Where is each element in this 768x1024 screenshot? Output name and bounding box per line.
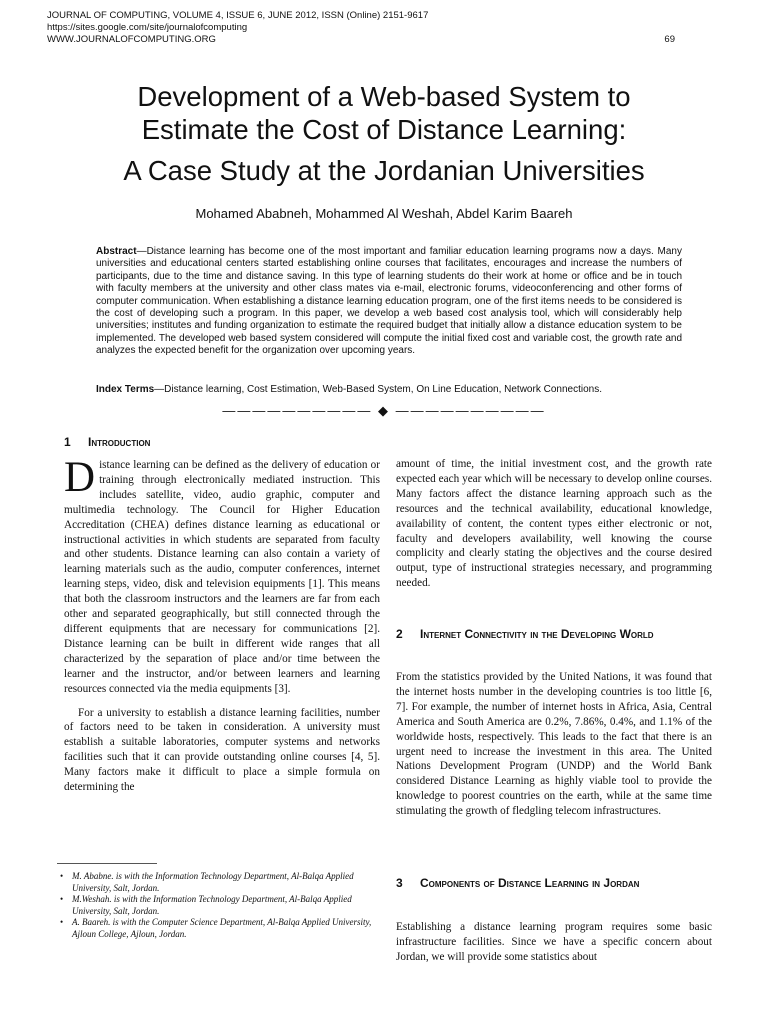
- footnote-item: [60, 871, 380, 894]
- section-2-body: [396, 670, 712, 819]
- bullet-icon: •: [60, 871, 64, 881]
- author-list: Mohamed Ababneh, Mohammed Al Weshah, Abdel Karim Baareh: [195, 206, 573, 221]
- section-divider: —————————— ◆ ——————————: [222, 403, 546, 418]
- paper-title: [0, 80, 768, 187]
- journal-url[interactable]: https://sites.google.com/site/journalofcomputing: [47, 22, 248, 33]
- section-title: Components of Distance Learning in Jordan: [420, 876, 640, 890]
- footnote-item: [60, 894, 380, 917]
- section-title: Introduction: [88, 435, 151, 449]
- left-column: [64, 454, 380, 795]
- abstract: [96, 246, 682, 358]
- journal-website[interactable]: WWW.JOURNALOFCOMPUTING.ORG: [47, 34, 216, 45]
- intro-paragraph-3: amount of time, the initial investment cost, and the growth rate expected each year which will be necessary to develop online courses. Many factors affect the distance learning approach such as the resources and the technical availability, educational knowledge, availability of content, the content types either electronic or not, faculty and developers availability, well knowing the course complicity and clearly stating the objectives and the course desired output, type of instructional strategies necessary, and programming needed.: [396, 458, 712, 590]
- author-footnotes: [60, 871, 380, 941]
- intro-paragraph-1-text: istance learning can be defined as the delivery of education or training through electronically mediated instruction. This includes satellite, video, audio graphic, computer and multimedia technology. The Council for Higher Education Accreditation (CHEA) defines distance learning as educational or instructional activities in which students are separated from faculty and other students. Distance learning can also contain a variety of learning materials such as the audio, computer conferences, internet learning steps, video, disk and television equipments [1]. This means that both the classroom instructors and the learners are far from each other and separated geographically, but still connected through the different equipments that are necessary for communications [2]. Distance learning can be built in different wide ranges that all characterized by the separation of place and/or time between the learner and the instructor, and/or between learners and learning resources connected via the media equipments [3].: [64, 459, 380, 695]
- section-number: 2: [396, 627, 403, 641]
- title-line-1: Development of a Web-based System to: [137, 81, 631, 112]
- section-heading-components: [396, 875, 712, 891]
- abstract-label: Abstract: [96, 246, 137, 257]
- section-heading-internet-connectivity: [396, 626, 712, 642]
- bullet-icon: •: [60, 917, 64, 928]
- footnote-text: M. Ababne. is with the Information Technology Department, Al-Balqa Applied University, Salt, Jordan.: [72, 871, 354, 893]
- section-number: 1: [64, 435, 71, 449]
- section-heading-introduction: [64, 434, 384, 450]
- section-title: Internet Connectivity in the Developing World: [420, 627, 654, 641]
- page-number: 69: [664, 34, 675, 45]
- section-3-body: [396, 920, 712, 965]
- section-number: 3: [396, 876, 403, 890]
- right-column-top: [396, 457, 712, 591]
- section-3-paragraph: Establishing a distance learning program requires some basic infrastructure facilities. Since we have a specific concern about Jordan, we will provide some statistics about: [396, 921, 712, 963]
- index-terms-text: —Distance learning, Cost Estimation, Web-Based System, On Line Education, Network Connections.: [154, 384, 602, 395]
- footnote-text: A. Baareh. is with the Computer Science Department, Al-Balqa Applied University, Ajloun College, Ajloun, Jordan.: [72, 917, 372, 939]
- title-line-2: Estimate the Cost of Distance Learning:: [141, 114, 627, 145]
- bullet-icon: •: [60, 894, 64, 905]
- abstract-text: —Distance learning has become one of the most important and familiar education learning programs now a days. Many universities and educational centers started establishing online courses that facilitates, encourages and increase the numbers of participants, due to the time and distance saving. In this type of learning students do their work at home or office and be in touch with faculty members at the university and other class mates via e-mail, electronic forums, videoconferencing and other forms of computer communication. When establishing a distance learning education program, one of the first items needs to be considered is the cost of developing such a program. In this paper, we develop a web based cost analysis tool, which will considerably help universities; institutes and funding organization to estimate the required budget that initially allow a distance education system to be implemented. The developed web based system considered will compute the initial fixed cost and variable cost, the growth rate and analyzes the expected benefit for the organization over upcoming years.: [96, 246, 682, 357]
- footnote-item: [60, 917, 380, 940]
- footnote-text: M.Weshah. is with the Information Technology Department, Al-Balqa Applied University, Salt, Jordan.: [72, 894, 352, 916]
- title-line-3: A Case Study at the Jordanian Universities: [123, 155, 645, 186]
- intro-paragraph-1: [64, 454, 380, 697]
- journal-citation: JOURNAL OF COMPUTING, VOLUME 4, ISSUE 6, JUNE 2012, ISSN (Online) 2151-9617: [47, 10, 429, 21]
- index-terms: [96, 384, 682, 395]
- index-terms-label: Index Terms: [96, 384, 155, 395]
- journal-header: [47, 10, 687, 46]
- drop-cap: D: [64, 454, 96, 501]
- intro-paragraph-2: For a university to establish a distance learning facilities, number of factors need to be taken in consideration. A university must establish a suitable laboratories, computer systems and networks facilities such that it can provide outstanding online courses [4, 5]. Many factors make it difficult to place a simple formula on determining the: [64, 706, 380, 794]
- footnote-rule: [57, 863, 157, 864]
- section-2-paragraph: From the statistics provided by the United Nations, it was found that the internet hosts number in the developing countries is too little [6, 7]. For example, the number of internet hosts in Africa, Asia, Central America and South America are 0.2%, 7.86%, 0.4%, and 1.1% of the worldwide hosts, respectively. This leads to the fact that there is an urgent need to increase the investment in this area. The United Nations Development Program (UNDP) and the World Bank considered Distance Learning as highly viable tool to provide the knowledge to poorest countries on the earth, while at the same time stimulating the growth of fledgling telecom infrastructures.: [396, 671, 712, 818]
